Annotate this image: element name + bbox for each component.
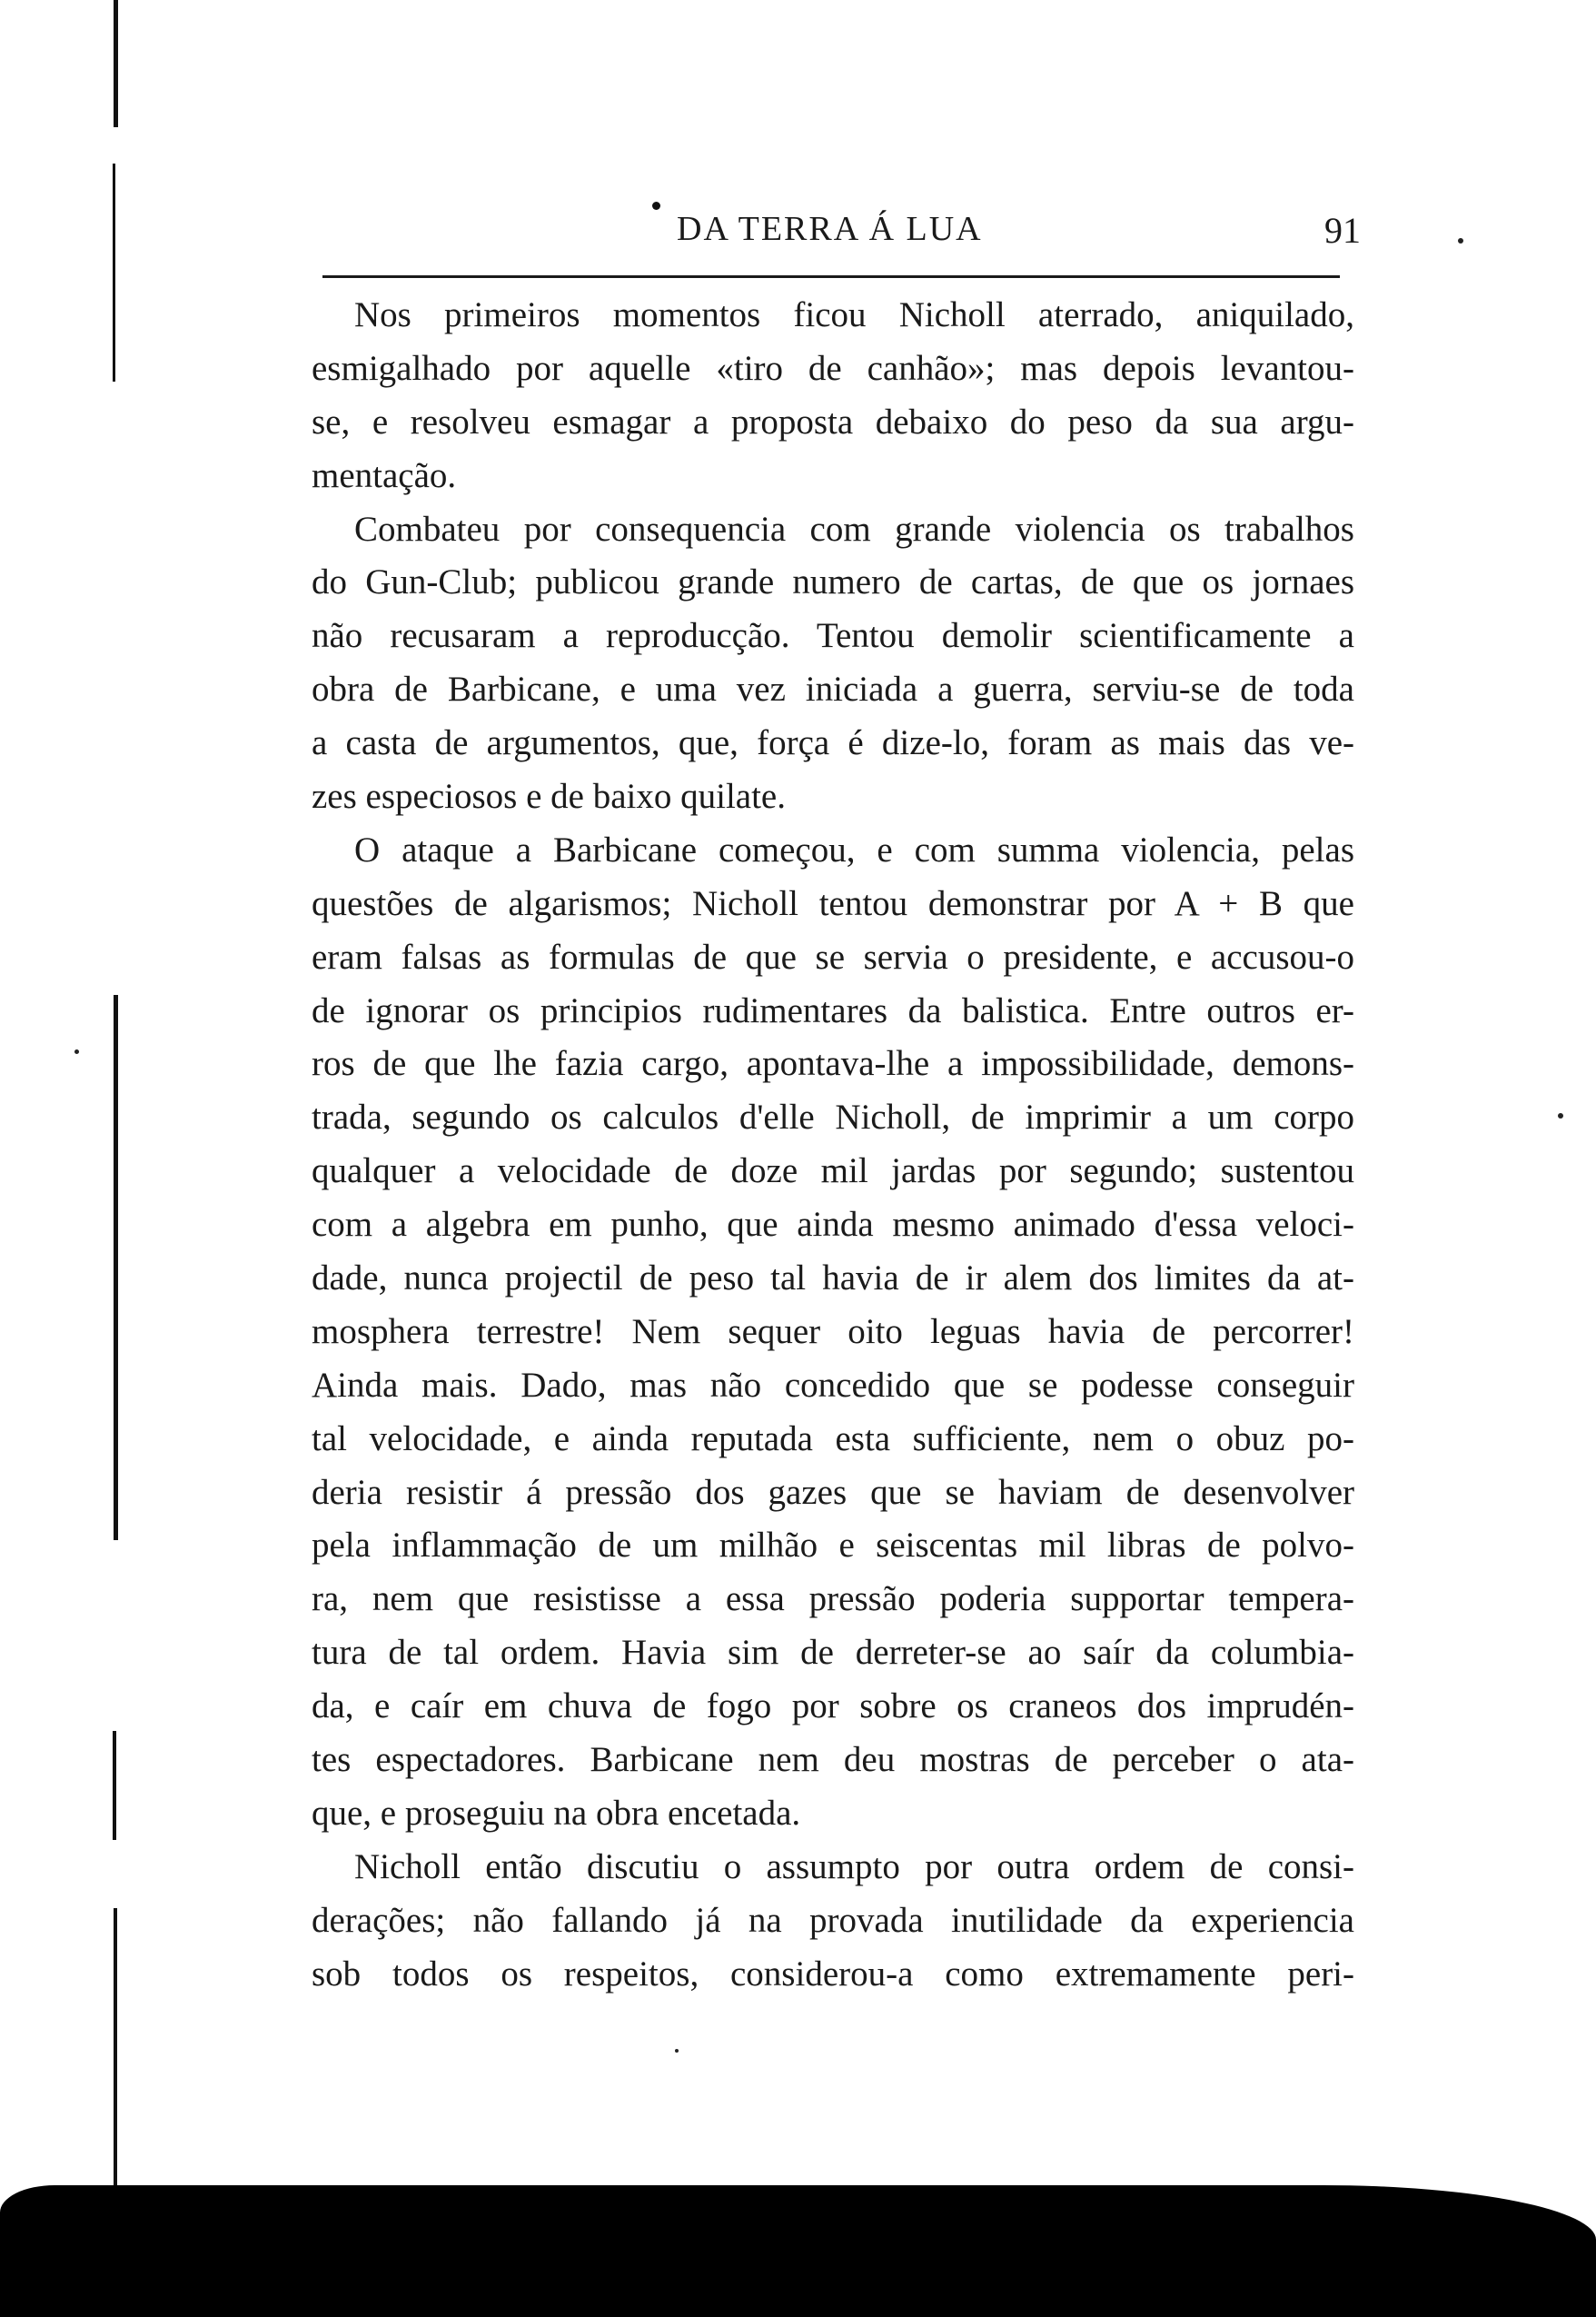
running-head-title: DA TERRA Á LUA [677,210,983,248]
scan-bottom-shadow [0,2185,1596,2317]
text-line: com a algebra em punho, que ainda mesmo animado d'essa veloci- [312,1205,1354,1245]
paragraph [312,824,1354,1841]
text-line: se, e resolveu esmagar a proposta debaixo do peso da sua argu- [312,402,1354,442]
text-line: Ainda mais. Dado, mas não concedido que se podesse conseguir [312,1365,1354,1405]
text-line: zes especiosos e de baixo quilate. [312,777,786,817]
text-line: mosphera terrestre! Nem sequer oito leguas havia de percorrer! [312,1311,1354,1351]
text-line: obra de Barbicane, e uma vez iniciada a guerra, serviu-se de toda [312,670,1354,710]
text-line: eram falsas as formulas de que se servia o presidente, e accusou-o [312,937,1354,977]
text-line: pela inflammação de um milhão e seiscentas mil libras de polvo- [312,1526,1354,1566]
text-line: derações; não fallando já na provada inutilidade da experiencia [312,1900,1354,1940]
header-bullet [652,202,660,210]
text-line: ros de que lhe fazia cargo, apontava-lhe a impossibilidade, demons- [312,1044,1354,1084]
scan-edge-left-bottom [114,1908,117,2199]
header-rule [322,275,1340,278]
text-line: da, e caír em chuva de fogo por sobre os craneos dos imprudén- [312,1686,1354,1726]
text-line: O ataque a Barbicane começou, e com summa violencia, pelas [354,830,1354,870]
text-line: não recusaram a reproducção. Tentou demolir scientificamente a [312,616,1354,656]
text-line: Combateu por consequencia com grande violencia os trabalhos [354,509,1354,549]
text-line: esmigalhado por aquelle «tiro de canhão»; mas depois levantou- [312,348,1354,388]
text-line: tura de tal ordem. Havia sim de derreter-se ao saír da columbia- [312,1633,1354,1673]
paragraph [312,289,1354,503]
text-line: deria resistir á pressão dos gazes que se haviam de desenvolver [312,1472,1354,1512]
text-line: do Gun-Club; publicou grande numero de cartas, de que os jornaes [312,562,1354,602]
paragraph [312,1841,1354,2002]
text-line: trada, segundo os calculos d'elle Nicholl, de imprimir a um corpo [312,1098,1354,1138]
body-text [312,289,1354,2002]
scan-edge-left-mid [114,995,118,1540]
scan-speck [1458,238,1463,244]
text-line: questões de algarismos; Nicholl tentou demonstrar por A + B que [312,883,1354,923]
text-line: que, e proseguiu na obra encetada. [312,1793,801,1833]
page-number: 91 [1324,210,1361,251]
text-line: ra, nem que resistisse a essa pressão poderia supportar tempera- [312,1579,1354,1619]
scan-speck [1558,1113,1563,1119]
scan-edge-left-top [114,0,118,127]
paragraph [312,503,1354,824]
text-line: a casta de argumentos, que, força é dize-lo, foram as mais das ve- [312,723,1354,763]
text-line: mentação. [312,455,457,495]
text-line: dade, nunca projectil de peso tal havia de ir alem dos limites da at- [312,1258,1354,1298]
scan-speck [675,2049,679,2053]
scan-edge-left-low [113,1731,116,1840]
text-line: tal velocidade, e ainda reputada esta sufficiente, nem o obuz po- [312,1418,1354,1458]
text-line: Nicholl então discutiu o assumpto por outra ordem de consi- [354,1846,1354,1886]
text-line: de ignorar os principios rudimentares da balistica. Entre outros er- [312,990,1354,1030]
text-line: Nos primeiros momentos ficou Nicholl aterrado, aniquilado, [354,295,1354,334]
text-line: qualquer a velocidade de doze mil jardas por segundo; sustentou [312,1151,1354,1191]
text-line: tes espectadores. Barbicane nem deu mostras de perceber o ata- [312,1740,1354,1780]
scan-speck [74,1049,79,1054]
text-line: sob todos os respeitos, considerou-a como extremamente peri- [312,1954,1354,1994]
scan-edge-left-upper [113,164,115,382]
